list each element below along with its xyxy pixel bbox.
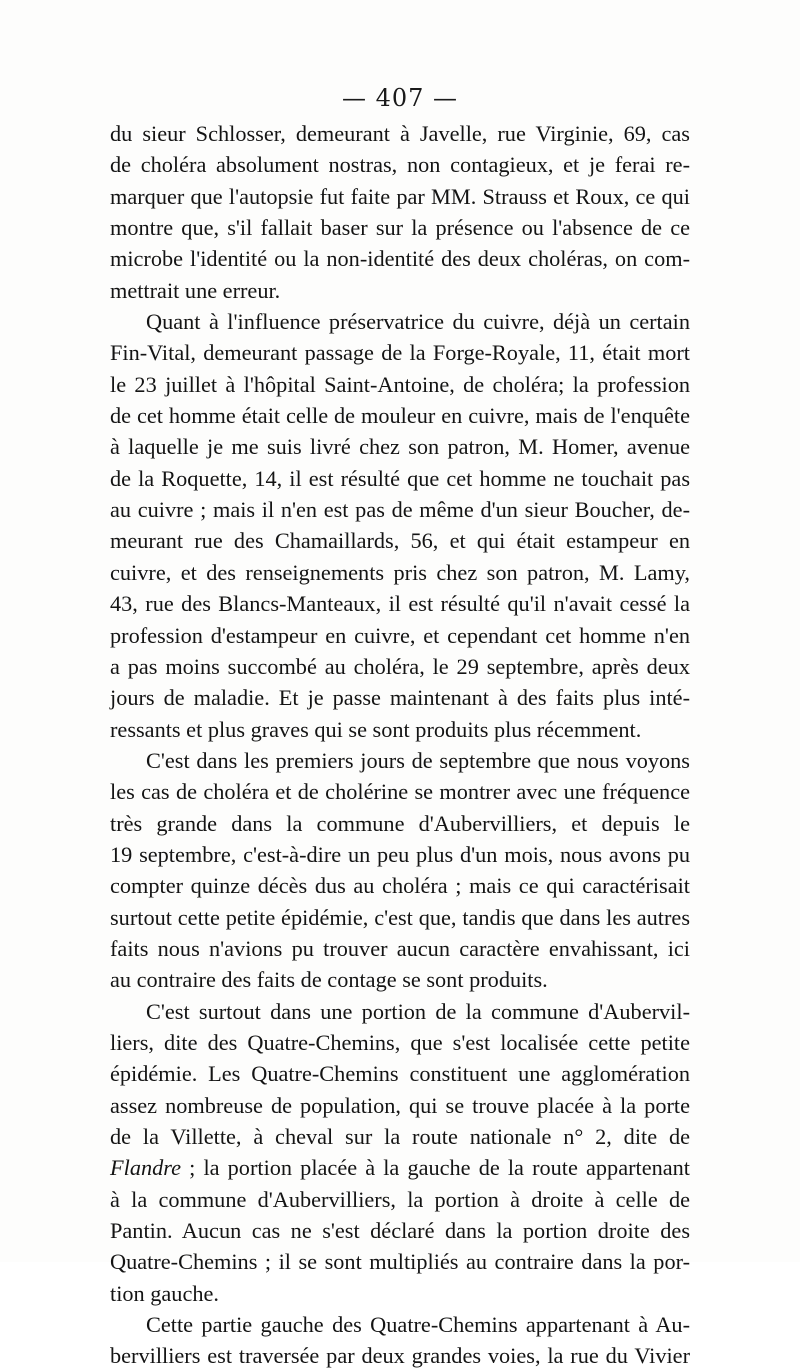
text-line: Quatre-Chemins ; il se sont multipliés au contraire dans la por-	[110, 1249, 690, 1275]
text-line: le 23 juillet à l'hôpital Saint-Antoine, de choléra; la profession	[110, 371, 690, 397]
text-line: Quant à l'influence préservatrice du cuivre, déjà un certain	[146, 309, 690, 335]
text-line: Fin-Vital, demeurant passage de la Forge-Royale, 11, était mort	[110, 340, 690, 366]
text-line: 43, rue des Blancs-Manteaux, il est résulté qu'il n'avait cessé la	[110, 591, 690, 617]
text-line: au contraire des faits de contage se sont produits.	[110, 967, 548, 993]
text-line: bervilliers est traversée par deux grandes voies, la rue du Vivier	[110, 1343, 690, 1369]
text-line: surtout cette petite épidémie, c'est que, tandis que dans les autres	[110, 904, 690, 930]
text-line: jours de maladie. Et je passe maintenant à des faits plus inté-	[110, 685, 690, 711]
page-number: — 407 —	[341, 84, 459, 112]
paragraph	[110, 745, 690, 996]
text-line: les cas de choléra et de cholérine se montrer avec une fréquence	[110, 779, 690, 805]
text-line: ressants et plus graves qui se sont produits plus récemment.	[110, 716, 642, 742]
text-line: de la Roquette, 14, il est résulté que cet homme ne touchait pas	[110, 465, 690, 491]
text-line: épidémie. Les Quatre-Chemins constituent une agglomération	[110, 1061, 690, 1087]
text-line: Cette partie gauche des Quatre-Chemins appartenant à Au-	[146, 1312, 690, 1338]
text-line: mettrait une erreur.	[110, 277, 281, 303]
text-line: compter quinze décès dus au choléra ; mais ce qui caractérisait	[110, 873, 690, 899]
text-line: Flandre ; la portion placée à la gauche de la route appartenant	[110, 1155, 690, 1181]
paragraph	[110, 118, 690, 306]
text-line: C'est dans les premiers jours de septembre que nous voyons	[146, 747, 690, 773]
text-line: de choléra absolument nostras, non contagieux, et je ferai re-	[110, 152, 690, 178]
body-text	[110, 118, 690, 1372]
text-line: Pantin. Aucun cas ne s'est déclaré dans la portion droite des	[110, 1218, 690, 1244]
text-line: C'est surtout dans une portion de la commune d'Aubervil-	[146, 998, 690, 1024]
text-line: tion gauche.	[110, 1280, 219, 1306]
paragraph	[110, 306, 690, 745]
text-line: à laquelle je me suis livré chez son patron, M. Homer, avenue	[110, 434, 690, 460]
text-line: 19 septembre, c'est-à-dire un peu plus d'un mois, nous avons pu	[110, 841, 690, 867]
text-line: au cuivre ; mais il n'en est pas de même d'un sieur Boucher, de-	[110, 497, 690, 523]
text-line: très grande dans la commune d'Aubervilliers, et depuis le	[110, 810, 690, 836]
text-line: à la commune d'Aubervilliers, la portion à droite à celle de	[110, 1186, 690, 1212]
text-line: microbe l'identité ou la non-identité des deux choléras, on com-	[110, 246, 690, 272]
text-line: du sieur Schlosser, demeurant à Javelle, rue Virginie, 69, cas	[110, 121, 690, 146]
text-line: de cet homme était celle de mouleur en cuivre, mais de l'enquête	[110, 403, 690, 429]
text-line: de la Villette, à cheval sur la route nationale n° 2, dite de	[110, 1124, 690, 1149]
text-line: assez nombreuse de population, qui se trouve placée à la porte	[110, 1092, 690, 1118]
text-line: montre que, s'il fallait baser sur la présence ou l'absence de ce	[110, 215, 690, 241]
paragraph	[110, 1309, 690, 1372]
text-line: liers, dite des Quatre-Chemins, que s'est localisée cette petite	[110, 1029, 690, 1055]
text-line: a pas moins succombé au choléra, le 29 septembre, après deux	[110, 653, 690, 679]
text-line: cuivre, et des renseignements pris chez son patron, M. Lamy,	[110, 559, 690, 585]
paragraph	[110, 996, 690, 1309]
text-line: meurant rue des Chamaillards, 56, et qui était estampeur en	[110, 528, 690, 554]
text-line: marquer que l'autopsie fut faite par MM. Strauss et Roux, ce qui	[110, 183, 690, 209]
text-line: faits nous n'avions pu trouver aucun caractère envahissant, ici	[110, 935, 690, 961]
text-line: profession d'estampeur en cuivre, et cependant cet homme n'en	[110, 622, 690, 648]
